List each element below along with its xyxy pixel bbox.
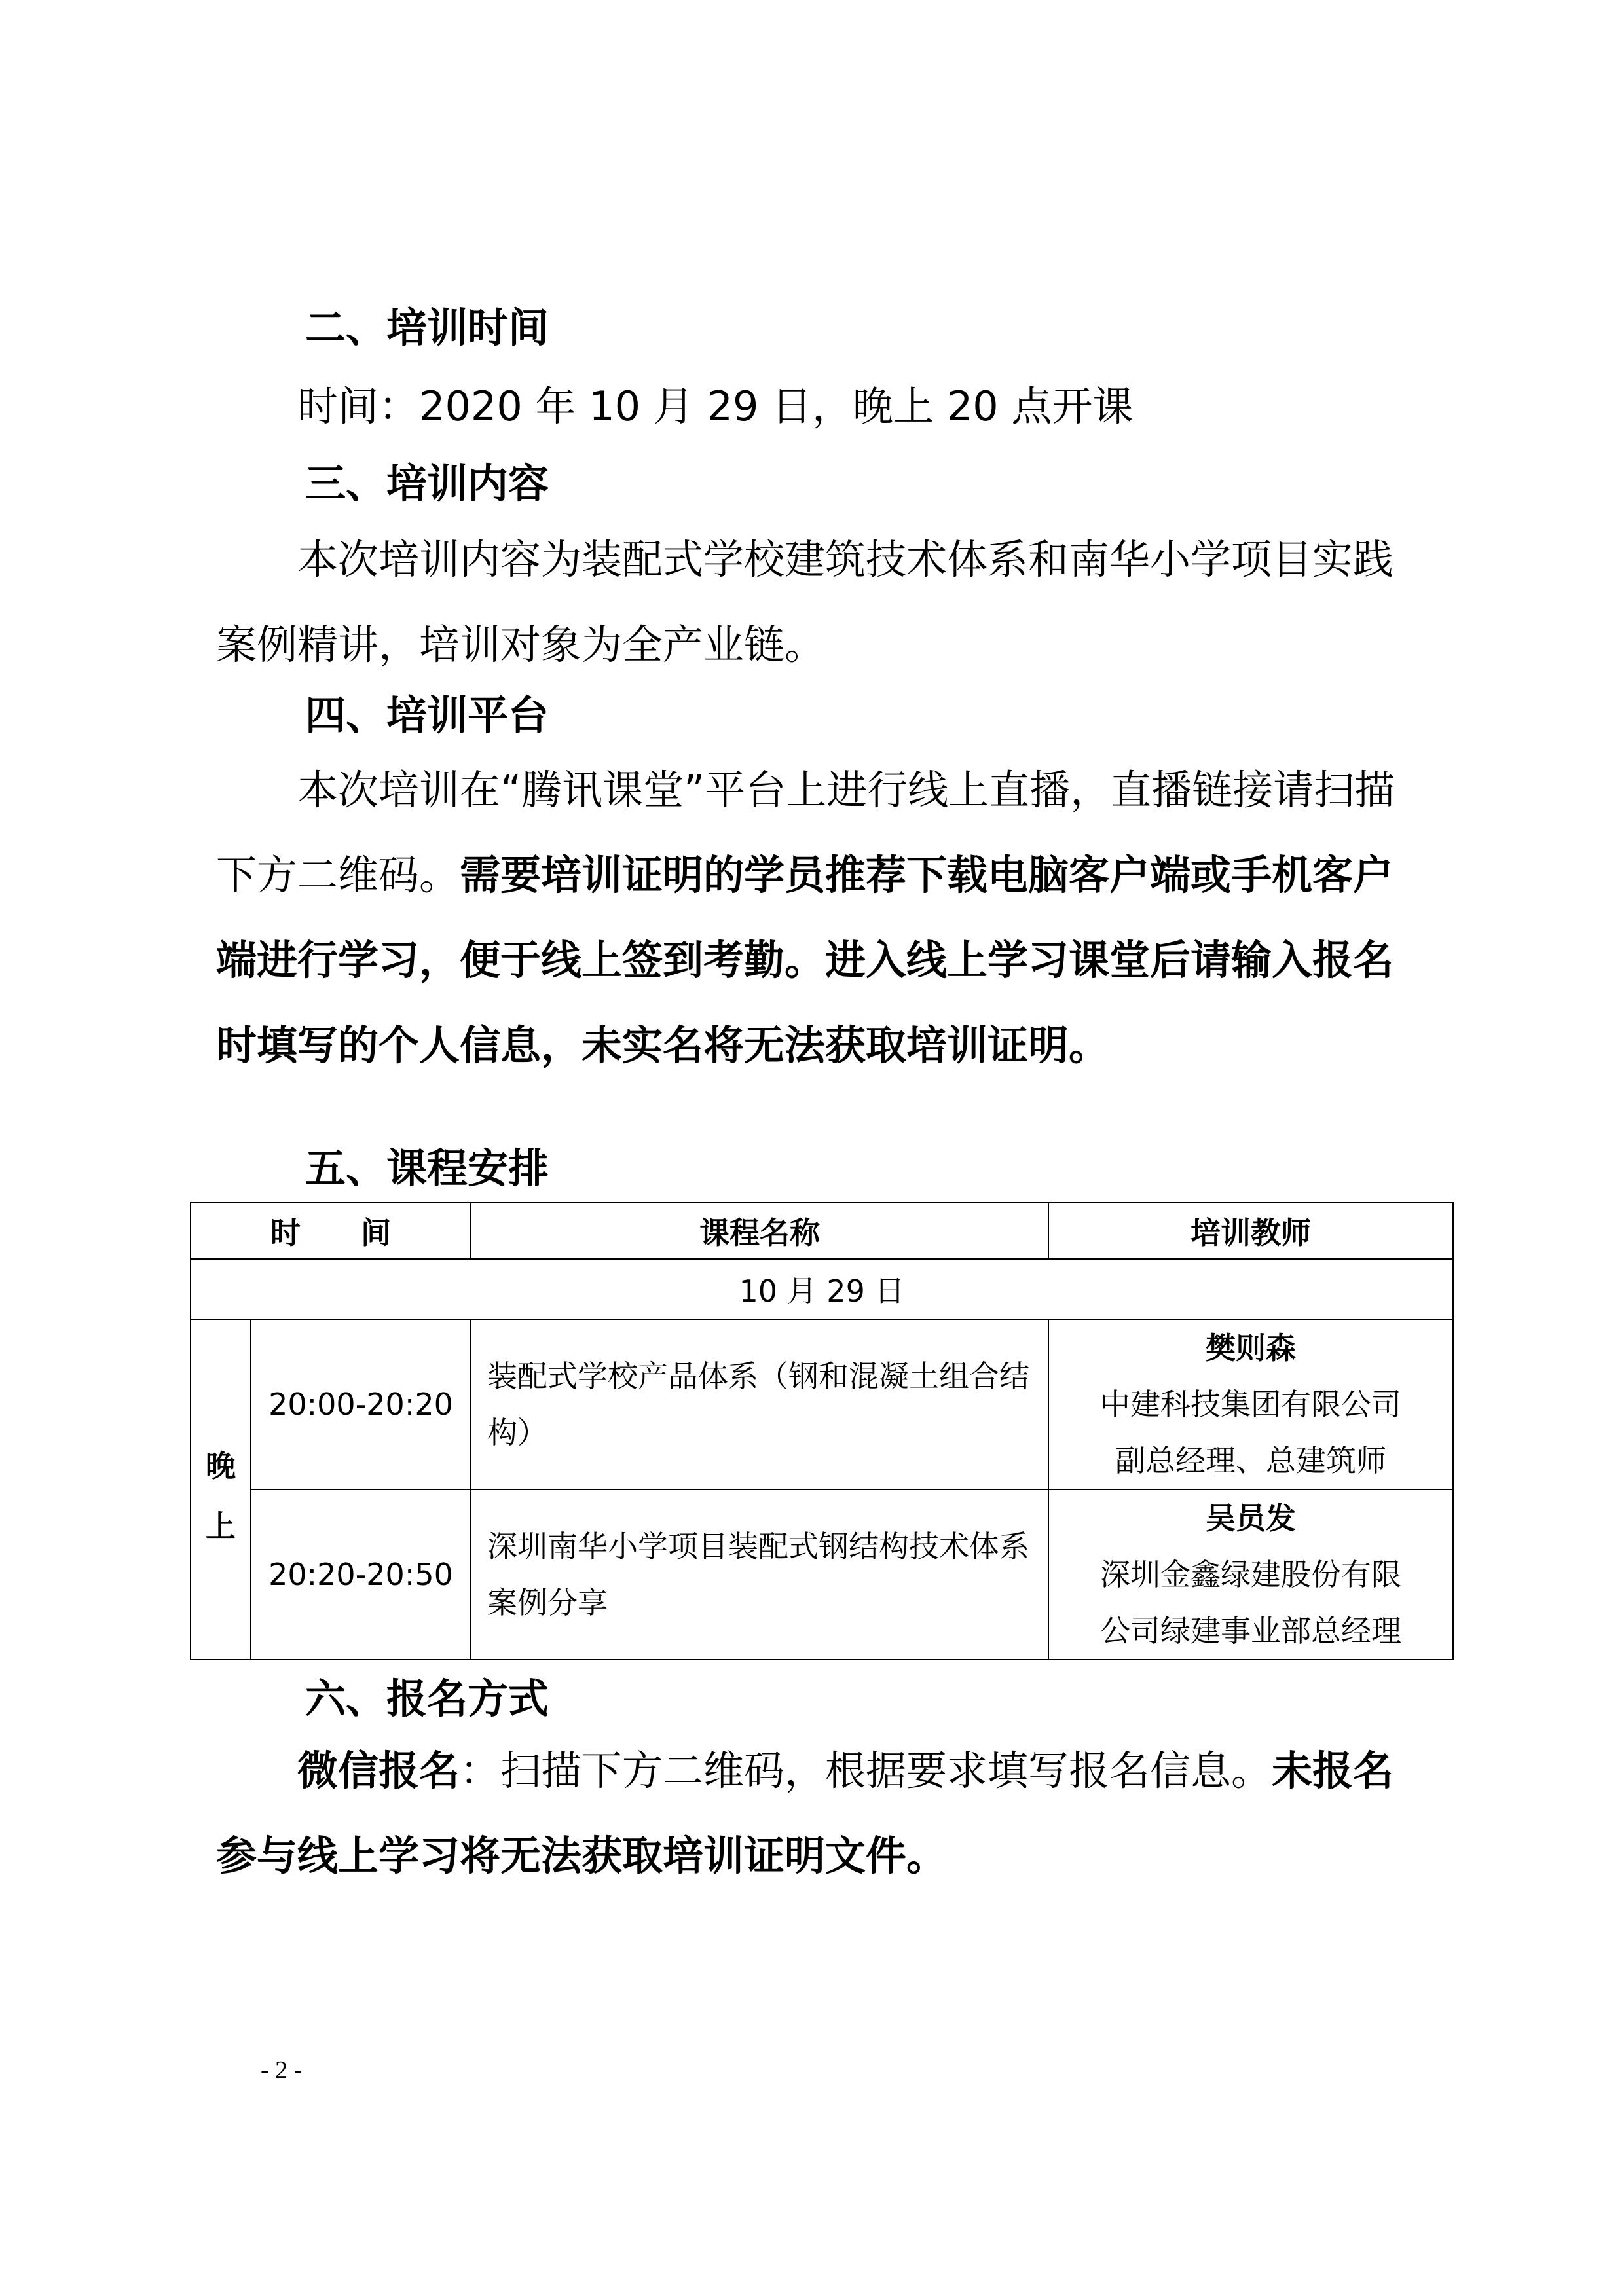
header-course: 课程名称 (471, 1203, 1048, 1259)
training-content-paragraph (216, 517, 1421, 687)
registration-label: 微信报名 (297, 1747, 460, 1795)
training-platform-paragraph (216, 748, 1421, 1088)
section4-heading: 四、培训平台 (305, 691, 549, 739)
registration-paragraph (216, 1728, 1421, 1899)
teacher-org: 深圳金鑫绿建股份有限 (1100, 1557, 1401, 1592)
section5-heading: 五、课程安排 (305, 1144, 549, 1192)
teacher-name: 吴员发 (1206, 1501, 1296, 1536)
teacher-title: 副总经理、总建筑师 (1115, 1443, 1386, 1478)
header-teacher: 培训教师 (1048, 1203, 1453, 1259)
period-cell (191, 1319, 251, 1660)
training-content-text: 本次培训内容为装配式学校建筑技术体系和南华小学项目实践案例精讲，培训对象为全产业链。 (216, 536, 1394, 668)
session-teacher (1048, 1489, 1453, 1660)
table-row (191, 1489, 1453, 1660)
teacher-name: 樊则森 (1206, 1330, 1296, 1366)
registration-notice: 未报名参与线上学习将无法获取培训证明文件。 (216, 1747, 1394, 1880)
session-time: 20:20-20:50 (251, 1489, 471, 1660)
page-number: - 2 - (261, 2056, 303, 2084)
table-row (191, 1319, 1453, 1489)
period-label-1: 晚 (206, 1448, 236, 1484)
teacher-title: 公司绿建事业部总经理 (1100, 1613, 1401, 1649)
training-time-text: 时间：2020 年 10 月 29 日，晚上 20 点开课 (297, 382, 1134, 430)
section3-heading: 三、培训内容 (305, 460, 549, 507)
section2-heading: 二、培训时间 (305, 304, 549, 352)
session-teacher (1048, 1319, 1453, 1489)
registration-text: ：扫描下方二维码，根据要求填写报名信息。 (460, 1747, 1272, 1795)
teacher-org: 中建科技集团有限公司 (1100, 1387, 1401, 1422)
session-course: 装配式学校产品体系（钢和混凝土组合结构） (471, 1319, 1048, 1489)
header-time: 时 间 (191, 1203, 471, 1259)
section6-heading: 六、报名方式 (305, 1675, 549, 1722)
training-platform-text: 本次培训在“腾讯课堂”平台上进行线上直播，直播链接请扫描下方二维码。 (216, 766, 1395, 899)
table-date-row (191, 1259, 1453, 1319)
session-course: 深圳南华小学项目装配式钢结构技术体系案例分享 (471, 1489, 1048, 1660)
training-platform-notice: 需要培训证明的学员推荐下载电脑客户端或手机客户端进行学习，便于线上签到考勤。进入线上学习课堂后请输入报名时填写的个人信息，未实名将无法获取培训证明。 (216, 851, 1394, 1069)
table-header-row (191, 1203, 1453, 1259)
schedule-date: 10 月 29 日 (191, 1259, 1453, 1319)
course-schedule-table (190, 1202, 1454, 1660)
period-label-2: 上 (206, 1508, 236, 1544)
session-time: 20:00-20:20 (251, 1319, 471, 1489)
